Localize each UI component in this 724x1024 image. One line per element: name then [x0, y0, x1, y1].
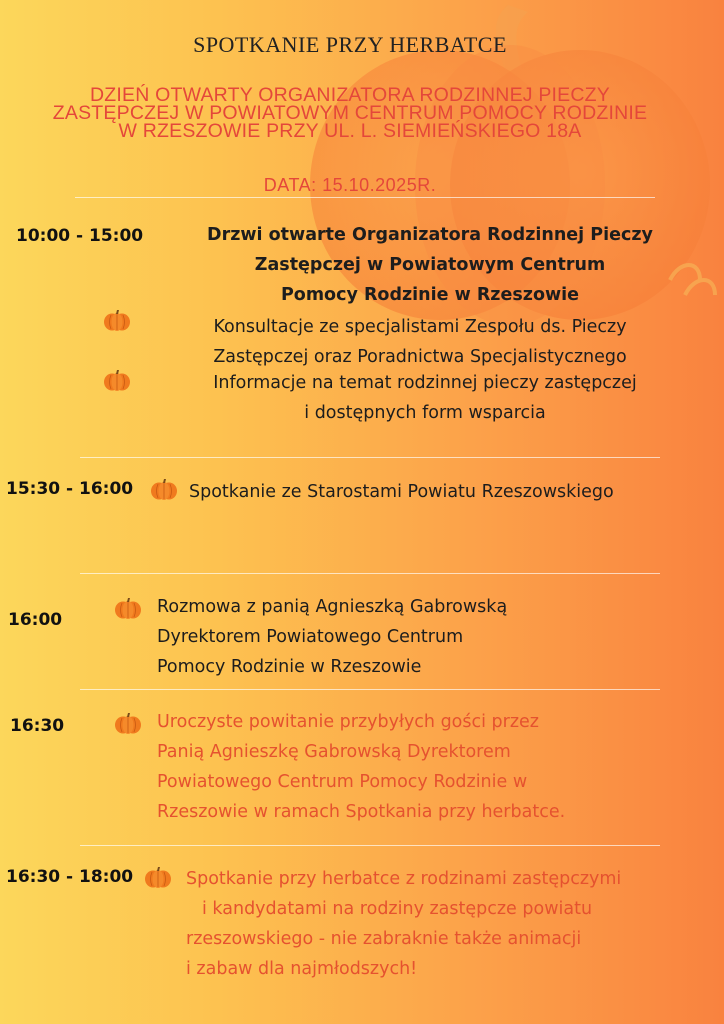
divider — [80, 457, 660, 458]
list-item — [150, 312, 690, 372]
item-line: i dostępnych form wsparcia — [304, 403, 546, 423]
divider — [80, 689, 660, 690]
time-label: 16:30 — [10, 716, 65, 736]
text-line: Rozmowa z panią Agnieszką Gabrowską — [157, 597, 508, 617]
schedule-text — [189, 477, 614, 507]
item-line: Zastępczej oraz Poradnictwa Specjalistycznego — [213, 347, 627, 367]
text-line: Dyrektorem Powiatowego Centrum — [157, 627, 464, 647]
time-label: 16:30 - 18:00 — [6, 867, 134, 887]
schedule-text — [157, 707, 565, 827]
text-line: Spotkanie ze Starostami Powiatu Rzeszowskiego — [189, 482, 614, 502]
pumpkin-icon — [114, 596, 142, 620]
subtitle-line: ZASTĘPCZEJ W POWIATOWYM CENTRUM POMOCY RODZINIE — [52, 102, 648, 124]
text-line: i zabaw dla najmłodszych! — [186, 959, 418, 979]
text-line: i kandydatami na rodziny zastępcze powiatu — [202, 899, 593, 919]
pumpkin-icon — [103, 308, 131, 332]
list-item — [145, 368, 705, 428]
subtitle-line: DZIEŃ OTWARTY ORGANIZATORA RODZINNEJ PIECZY — [90, 84, 610, 106]
subtitle-line: W RZESZOWIE PRZY UL. L. SIEMIEŃSKIEGO 18A — [118, 120, 582, 142]
divider — [80, 573, 660, 574]
pumpkin-icon — [144, 865, 172, 889]
page-title: SPOTKANIE PRZY HERBATCE — [193, 32, 507, 57]
pumpkin-icon — [103, 368, 131, 392]
pumpkin-icon — [150, 477, 178, 501]
text-line: rzeszowskiego - nie zabraknie także animacji — [186, 929, 582, 949]
time-label: 16:00 — [8, 610, 63, 630]
heading-line: Zastępczej w Powiatowym Centrum — [254, 255, 606, 275]
text-line: Powiatowego Centrum Pomocy Rodzinie w — [157, 772, 528, 792]
time-label: 15:30 - 16:00 — [6, 479, 134, 499]
schedule-text — [186, 864, 621, 984]
event-date: DATA: 15.10.2025R. — [263, 175, 437, 195]
schedule-text — [157, 592, 507, 682]
pumpkin-icon — [114, 711, 142, 735]
time-label: 10:00 - 15:00 — [16, 226, 144, 246]
text-line: Uroczyste powitanie przybyłych gości przez — [157, 712, 539, 732]
heading-line: Drzwi otwarte Organizatora Rodzinnej Pieczy — [207, 225, 653, 245]
event-subtitle — [30, 86, 670, 140]
divider — [75, 197, 655, 198]
item-line: Informacje na temat rodzinnej pieczy zastępczej — [213, 373, 637, 393]
item-line: Konsultacje ze specjalistami Zespołu ds. Pieczy — [213, 317, 627, 337]
heading-line: Pomocy Rodzinie w Rzeszowie — [280, 285, 580, 305]
divider — [80, 845, 660, 846]
text-line: Spotkanie przy herbatce z rodzinami zastępczymi — [186, 869, 622, 889]
text-line: Rzeszowie w ramach Spotkania przy herbatce. — [157, 802, 566, 822]
block-heading — [160, 220, 700, 310]
text-line: Panią Agnieszkę Gabrowską Dyrektorem — [157, 742, 511, 762]
text-line: Pomocy Rodzinie w Rzeszowie — [157, 657, 422, 677]
